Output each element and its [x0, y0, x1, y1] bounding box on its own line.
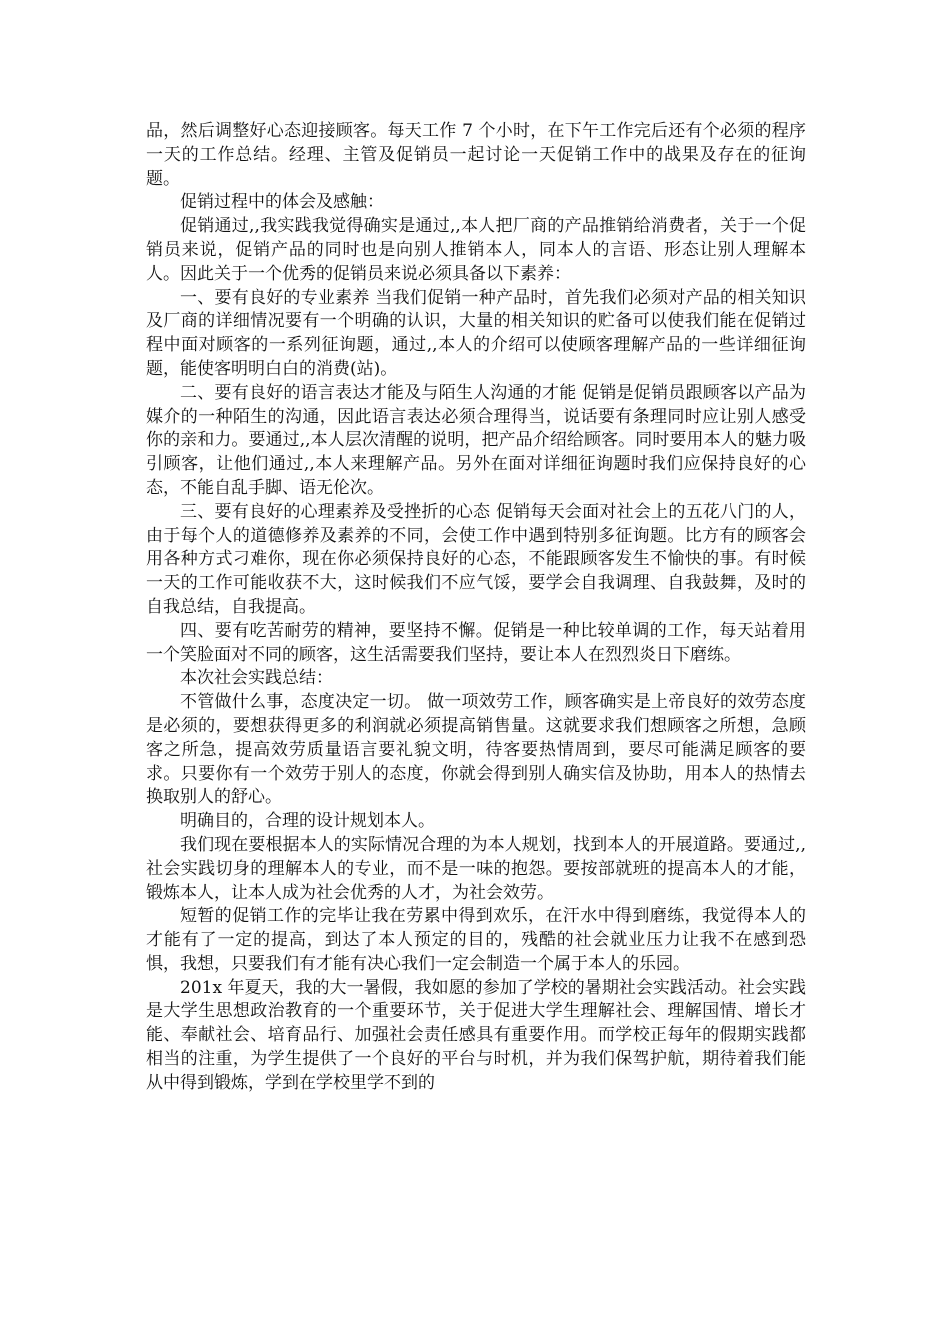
document-body: [146, 120, 806, 1096]
paragraph-continuation: 品，然后调整好心态迎接顾客。每天工作 7 个小时，在下午工作完后还有个必须的程序一天的工作总结。经理、主管及促销员一起讨论一天促销工作中的战果及存在的征询题。: [146, 121, 806, 189]
paragraph-heading-experience: 促销过程中的体会及感触：: [180, 192, 384, 213]
paragraph: 短暂的促销工作的完毕让我在劳累中得到欢乐，在汗水中得到磨练，我觉得本人的才能有了一定的提高，到达了本人预定的目的，残酷的社会就业压力让我不在感到恐惧，我想，只要我们有才能有决心我们一定会制造一个属于本人的乐园。: [146, 906, 806, 974]
paragraph: 促销通过,,我实践我觉得确实是通过,,本人把厂商的产品推销给消费者，关于一个促销员来说，促销产品的同时也是向别人推销本人，同本人的言语、形态让别人理解本人。因此关于一个优秀的促销员来说必须具备以下素养：: [146, 216, 806, 284]
paragraph: 不管做什么事，态度决定一切。 做一项效劳工作，顾客确实是上帝良好的效劳态度是必须的，要想获得更多的利润就必须提高销售量。这就要求我们想顾客之所想，急顾客之所急，提高效劳质量语言要礼貌文明，待客要热情周到，要尽可能满足顾客的要求。只要你有一个效劳于别人的态度，你就会得到别人确实信及协助，用本人的热情去换取别人的舒心。: [146, 692, 806, 808]
paragraph-point-2: 二、要有良好的语言表达才能及与陌生人沟通的才能 促销是促销员跟顾客以产品为媒介的一种陌生的沟通，因此语言表达必须合理得当，说话要有条理同时应让别人感受你的亲和力。要通过,,本人层次清醒的说明，把产品介绍给顾客。同时要用本人的魅力吸引顾客，让他们通过,,本人来理解产品。另外在面对详细征询题时我们应保持良好的心态，不能自乱手脚、语无伦次。: [146, 382, 806, 498]
paragraph: 我们现在要根据本人的实际情况合理的为本人规划，找到本人的开展道路。要通过,,社会实践切身的理解本人的专业，而不是一味的抱怨。要按部就班的提高本人的才能，锻炼本人，让本人成为社会优秀的人才，为社会效劳。: [146, 834, 806, 903]
paragraph-point-3: 三、要有良好的心理素养及受挫折的心态 促销每天会面对社会上的五花八门的人，由于每个人的道德修养及素养的不同，会使工作中遇到特别多征询题。比方有的顾客会用各种方式刁难你，现在你必须保持良好的心态，不能跟顾客发生不愉快的事。有时候一天的工作可能收获不大，这时候我们不应气馁，要学会自我调理、自我鼓舞，及时的自我总结，自我提高。: [146, 501, 806, 617]
paragraph-point-1: 一、要有良好的专业素养 当我们促销一种产品时，首先我们必须对产品的相关知识及厂商的详细情况要有一个明确的认识，大量的相关知识的贮备可以使我们能在促销过程中面对顾客的一系列征询题，通过,,本人的介绍可以使顾客理解产品的一些详细征询题，能使客明明白白的消费(站)。: [146, 287, 806, 379]
paragraph-point-4: 四、要有吃苦耐劳的精神，要坚持不懈。促销是一种比较单调的工作，每天站着用一个笑脸面对不同的顾客，这生活需要我们坚持，要让本人在烈烈炎日下磨练。: [146, 620, 806, 665]
paragraph-heading-goal: 明确目的，合理的设计规划本人。: [180, 811, 435, 832]
paragraph-heading-summary: 本次社会实践总结：: [180, 668, 333, 689]
paragraph: 201x 年夏天，我的大一暑假，我如愿的参加了学校的暑期社会实践活动。社会实践是大学生思想政治教育的一个重要环节，关于促进大学生理解社会、理解国情、增长才能、奉献社会、培育品行、加强社会责任感具有重要作用。而学校正每年的假期实践都相当的注重，为学生提供了一个良好的平台与时机，并为我们保驾护航，期待着我们能从中得到锻炼，学到在学校里学不到的: [146, 977, 806, 1093]
